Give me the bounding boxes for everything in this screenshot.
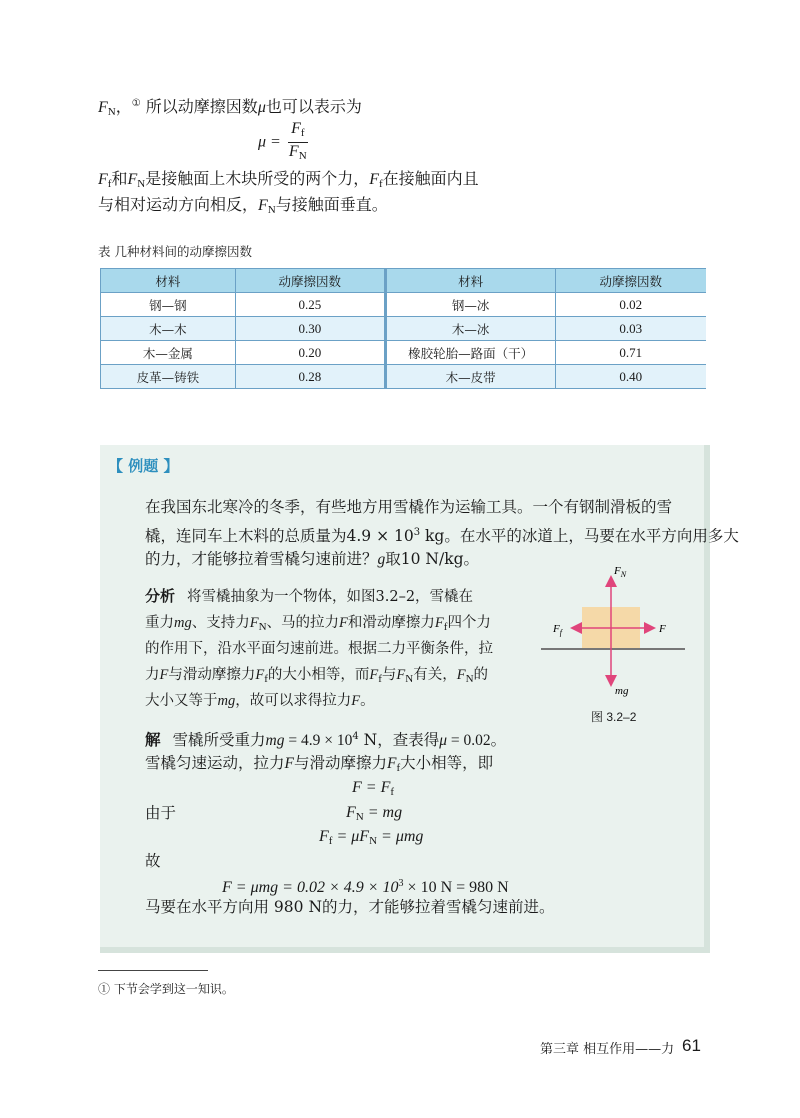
table-cell: 0.28	[235, 365, 385, 389]
table-cell: 木—冰	[385, 317, 555, 341]
table-cell: 0.20	[235, 341, 385, 365]
table-cell: 木—金属	[101, 341, 236, 365]
friction-table	[100, 268, 706, 389]
footnote: ① 下节会学到这一知识。	[98, 982, 234, 996]
intro-line-1: $F_N$，① 所以动摩擦因数μ也可以表示为	[98, 97, 362, 118]
label-F: F	[659, 623, 666, 635]
example-problem-line-2: 橇，连同车上木料的总质量为$4.9 \times 10^3$ kg。在水平的冰道上，马要在水平方向用多大	[145, 527, 739, 545]
table-cell: 橡胶轮胎—路面（干）	[385, 341, 555, 365]
solution-line-1: 解 雪橇所受重力mg = $4.9 \times 10^4$ N，查表得μ = 0.02。	[145, 731, 507, 749]
table-row	[101, 365, 707, 389]
chapter-footer: 第三章 相互作用——力	[540, 1042, 675, 1057]
header-coefficient-1: 动摩擦因数	[235, 269, 385, 293]
equation-3: $F_f = \mu F_N = \mu mg$	[319, 828, 424, 847]
intro-line-3: 与相对运动方向相反，$F_N$与接触面垂直。	[98, 195, 388, 216]
analysis-line-4: 力F与滑动摩擦力$F_f$的大小相等，而$F_f$与$F_N$有关，$F_N$的	[145, 667, 489, 685]
table-cell: 0.02	[555, 293, 706, 317]
table-cell: 钢—冰	[385, 293, 555, 317]
table-header-row	[101, 269, 707, 293]
table-caption: 表 几种材料间的动摩擦因数	[98, 244, 252, 259]
table-cell: 钢—钢	[101, 293, 236, 317]
equation-1: $F = F_f$	[352, 779, 395, 798]
page-number: 61	[682, 1036, 701, 1055]
table-row	[101, 341, 707, 365]
table-cell: 0.40	[555, 365, 706, 389]
equation-2: $F_N$ = mg	[346, 804, 403, 823]
figure-caption: 图 3.2–2	[591, 710, 637, 724]
example-label: 【 例题 】	[108, 457, 179, 475]
header-material-1: 材料	[101, 269, 236, 293]
analysis-heading: 分析	[145, 588, 176, 605]
table-row	[101, 293, 707, 317]
example-problem-line-1: 在我国东北寒冷的冬季，有些地方用雪橇作为运输工具。一个有钢制滑板的雪	[145, 498, 673, 516]
example-problem-line-3: 的力，才能够拉着雪橇匀速前进？g取10 N/kg。	[145, 550, 480, 568]
header-material-2: 材料	[385, 269, 555, 293]
solution-line-2: 雪橇匀速运动，拉力F与滑动摩擦力$F_f$大小相等，即	[145, 754, 494, 774]
example-box-shadow-bottom	[100, 947, 710, 953]
table-cell: 0.03	[555, 317, 706, 341]
analysis-line-2: 重力mg、支持力$F_N$、马的拉力F和滑动摩擦力$F_f$四个力	[145, 615, 491, 633]
force-diagram	[535, 562, 695, 712]
label-Ff: $F_f$	[553, 623, 562, 637]
table-cell: 木—皮带	[385, 365, 555, 389]
because-label: 由于	[145, 804, 177, 822]
therefore-label: 故	[145, 852, 161, 870]
friction-formula: μ = $\frac{F_f}{F_N}$	[258, 120, 307, 162]
label-FN: $F_N$	[614, 565, 627, 579]
table-cell: 0.25	[235, 293, 385, 317]
analysis-line-5: 大小又等于mg，故可以求得拉力F。	[145, 693, 375, 709]
label-mg: mg	[615, 685, 629, 697]
table-cell: 0.30	[235, 317, 385, 341]
table-cell: 木—木	[101, 317, 236, 341]
intro-line-2: $F_f$和$F_N$是接触面上木块所受的两个力，$F_f$在接触面内且	[98, 169, 479, 190]
footnote-rule	[98, 970, 208, 971]
table-row	[101, 317, 707, 341]
analysis-line-3: 的作用下，沿水平面匀速前进。根据二力平衡条件，拉	[145, 641, 493, 657]
solution-heading: 解	[145, 732, 161, 749]
solution-final: 马要在水平方向用 980 N的力，才能够拉着雪橇匀速前进。	[145, 898, 555, 916]
analysis-line-1: 分析 将雪橇抽象为一个物体，如图3.2–2，雪橇在	[145, 588, 474, 605]
table-cell: 皮革—铸铁	[101, 365, 236, 389]
table-cell: 0.71	[555, 341, 706, 365]
header-coefficient-2: 动摩擦因数	[555, 269, 706, 293]
equation-4: $F = \mu mg = 0.02 \times 4.9 \times 10^3 \times 10$ N = 980 N	[222, 878, 509, 896]
